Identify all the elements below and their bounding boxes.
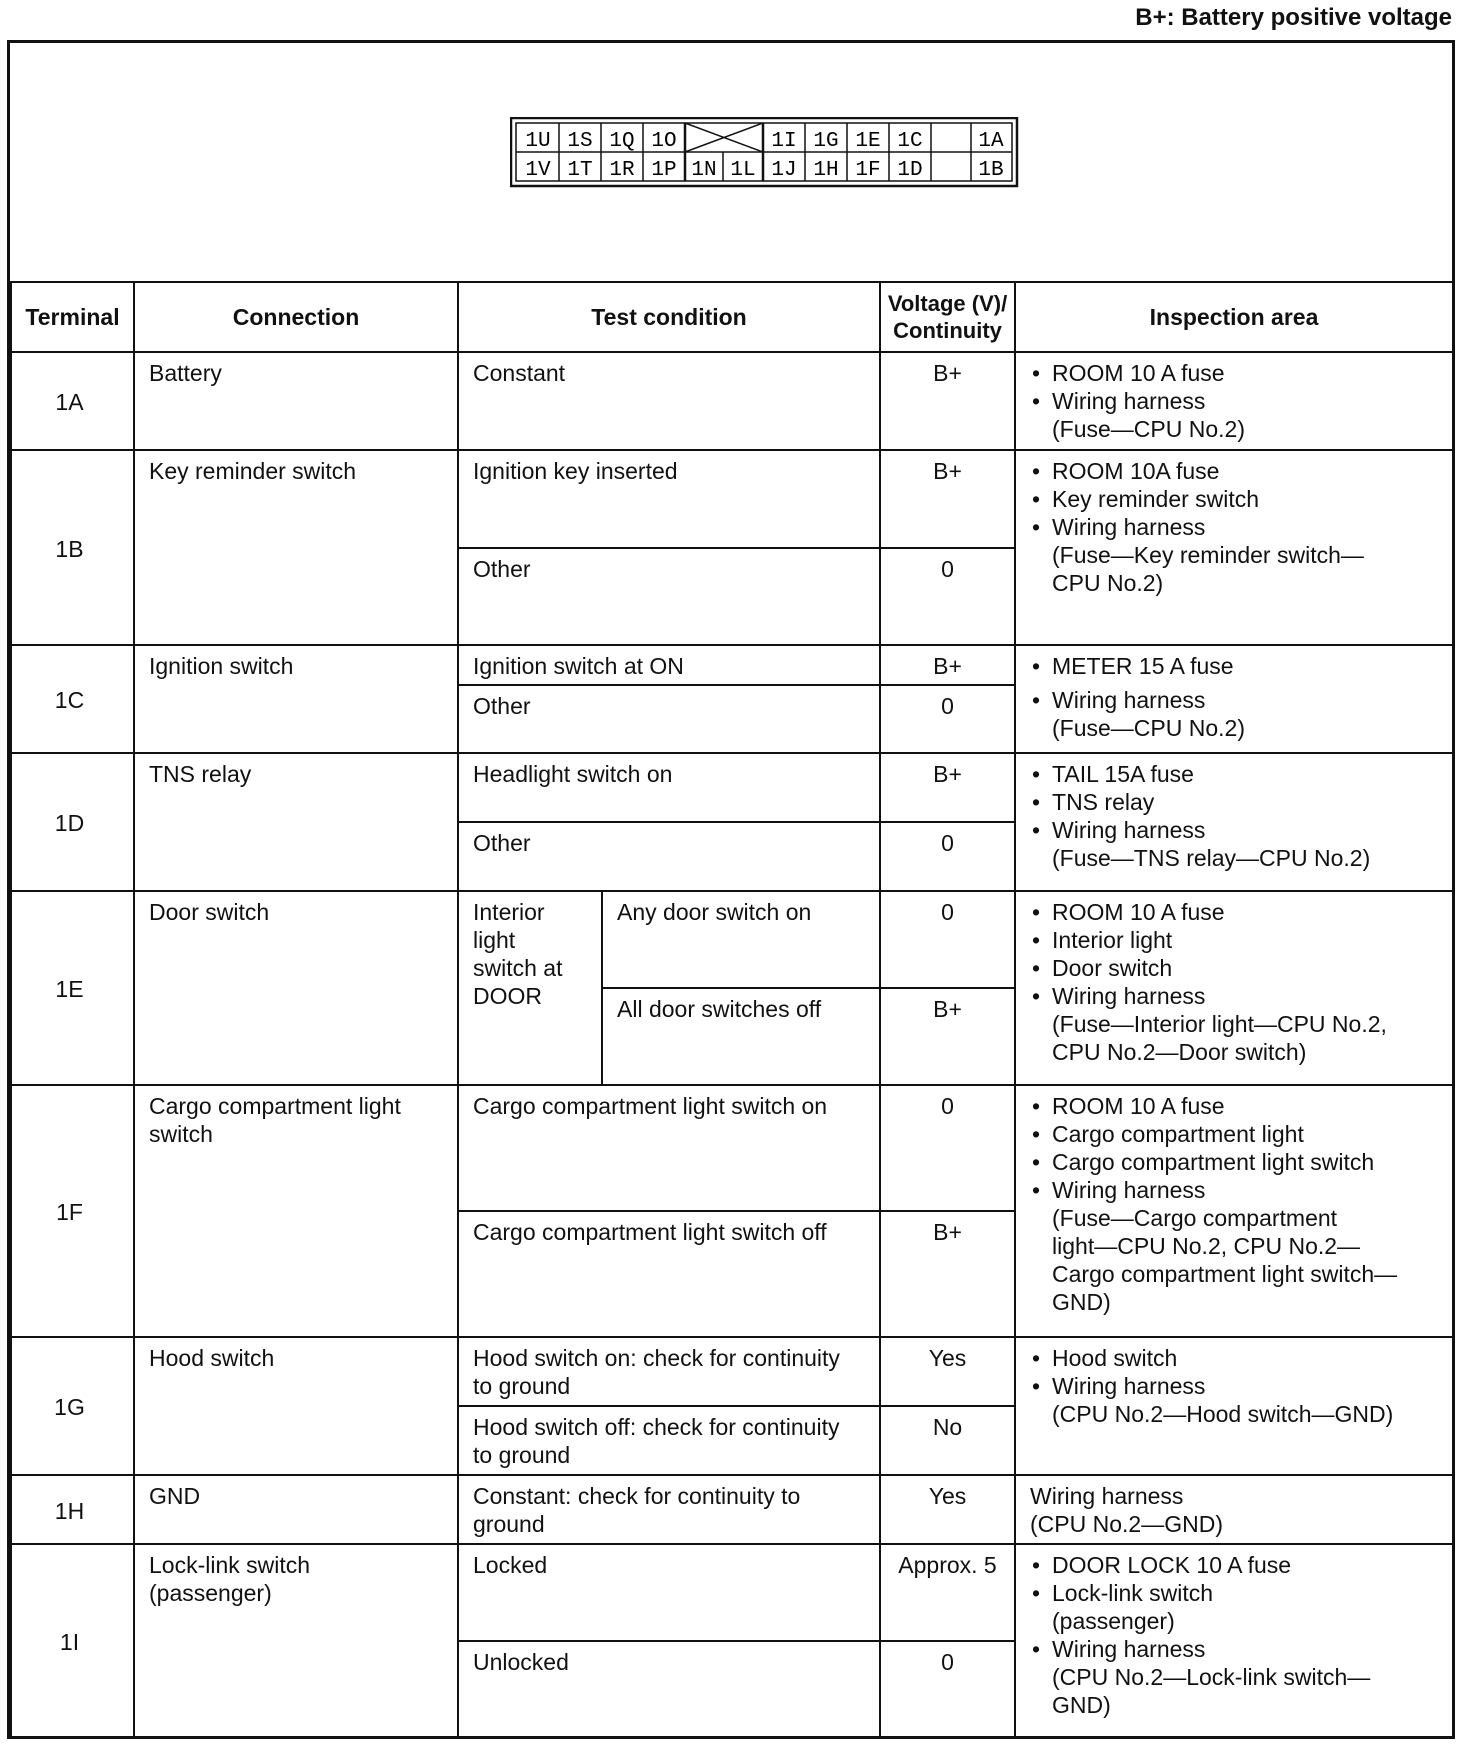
inspection-item: • Key reminder switch bbox=[1030, 485, 1442, 513]
pin-1P: 1P bbox=[651, 159, 677, 182]
voltage-cell: 0 bbox=[880, 891, 1015, 988]
connection-cell: Ignition switch bbox=[134, 645, 458, 753]
condition-cell: Headlight switch on bbox=[458, 753, 880, 822]
pin-1E: 1E bbox=[855, 130, 881, 153]
condition-cell: All door switches off bbox=[602, 988, 880, 1085]
terminal-cell: 1G bbox=[11, 1337, 134, 1475]
condition-group-line: DOOR bbox=[473, 983, 542, 1009]
connection-cell: Battery bbox=[134, 352, 458, 450]
condition-cell: Ignition key inserted bbox=[458, 450, 880, 548]
condition-cell: Constant bbox=[458, 352, 880, 450]
inspection-cell bbox=[1015, 753, 1453, 891]
table-row bbox=[11, 1337, 1453, 1406]
connection-cell bbox=[134, 1544, 458, 1738]
terminal-inspection-table bbox=[10, 281, 1454, 1739]
connection-line: Cargo compartment light bbox=[149, 1093, 401, 1119]
voltage-cell: Yes bbox=[880, 1475, 1015, 1544]
header-voltage-continuity bbox=[880, 282, 1015, 352]
terminal-cell: 1A bbox=[11, 352, 134, 450]
inspection-item: • Wiring harness bbox=[1030, 982, 1442, 1010]
inspection-subtext: (Fuse—Interior light—CPU No.2, bbox=[1052, 1011, 1387, 1037]
voltage-cell: Approx. 5 bbox=[880, 1544, 1015, 1641]
condition-line: ground bbox=[473, 1511, 545, 1537]
connection-line: Lock-link switch bbox=[149, 1552, 311, 1578]
inspection-cell bbox=[1015, 891, 1453, 1085]
connection-cell: Key reminder switch bbox=[134, 450, 458, 645]
inspection-subtext: GND) bbox=[1052, 1692, 1111, 1718]
inspection-item: • Wiring harness bbox=[1030, 816, 1442, 844]
condition-line: Hood switch on: check for continuity bbox=[473, 1345, 840, 1371]
inspection-item: • DOOR LOCK 10 A fuse bbox=[1030, 1551, 1442, 1579]
condition-cell: Unlocked bbox=[458, 1641, 880, 1738]
inspection-item: • TAIL 15A fuse bbox=[1030, 760, 1442, 788]
inspection-subtext: CPU No.2—Door switch) bbox=[1052, 1039, 1307, 1065]
table-row bbox=[11, 645, 1453, 685]
voltage-cell: 0 bbox=[880, 548, 1015, 645]
header-voltage-line1: Voltage (V)/ bbox=[887, 291, 1008, 316]
condition-cell: Cargo compartment light switch on bbox=[458, 1085, 880, 1211]
table-header-row bbox=[11, 282, 1453, 352]
condition-cell: Other bbox=[458, 548, 880, 645]
inspection-item: • Cargo compartment light switch bbox=[1030, 1148, 1442, 1176]
header-test-condition: Test condition bbox=[458, 282, 880, 352]
table-row bbox=[11, 1544, 1453, 1641]
condition-cell bbox=[458, 1406, 880, 1475]
connection-cell: TNS relay bbox=[134, 753, 458, 891]
connection-line: switch bbox=[149, 1121, 213, 1147]
voltage-cell: 0 bbox=[880, 1085, 1015, 1211]
pin-1S: 1S bbox=[567, 130, 593, 153]
condition-line: to ground bbox=[473, 1442, 571, 1468]
table-row bbox=[11, 1475, 1453, 1544]
header-inspection-area: Inspection area bbox=[1015, 282, 1453, 352]
condition-group-line: switch at bbox=[473, 955, 563, 981]
inspection-cell bbox=[1015, 1085, 1453, 1337]
condition-line: to ground bbox=[473, 1373, 571, 1399]
voltage-cell: B+ bbox=[880, 352, 1015, 450]
voltage-cell: B+ bbox=[880, 645, 1015, 685]
table-row bbox=[11, 450, 1453, 548]
inspection-item: • Wiring harness bbox=[1030, 686, 1442, 714]
inspection-item: • Cargo compartment light bbox=[1030, 1120, 1442, 1148]
inspection-subtext: (Fuse—CPU No.2) bbox=[1052, 416, 1245, 442]
connection-line: (passenger) bbox=[149, 1580, 272, 1606]
inspection-item: • METER 15 A fuse bbox=[1030, 652, 1442, 680]
inspection-subtext: (Fuse—Key reminder switch— bbox=[1052, 542, 1364, 568]
inspection-item: • TNS relay bbox=[1030, 788, 1442, 816]
terminal-cell: 1F bbox=[11, 1085, 134, 1337]
voltage-cell: 0 bbox=[880, 822, 1015, 891]
terminal-cell: 1C bbox=[11, 645, 134, 753]
inspection-item: • ROOM 10A fuse bbox=[1030, 457, 1442, 485]
inspection-item: • ROOM 10 A fuse bbox=[1030, 1092, 1442, 1120]
terminal-cell: 1I bbox=[11, 1544, 134, 1738]
inspection-plain: Wiring harness bbox=[1030, 1483, 1184, 1509]
inspection-item: • Door switch bbox=[1030, 954, 1442, 982]
voltage-cell: No bbox=[880, 1406, 1015, 1475]
pin-1I: 1I bbox=[771, 130, 797, 153]
connector-diagram bbox=[510, 117, 1020, 189]
condition-cell: Ignition switch at ON bbox=[458, 645, 880, 685]
pin-1B: 1B bbox=[978, 159, 1004, 182]
legend-note: B+: Battery positive voltage bbox=[1135, 4, 1452, 31]
terminal-cell: 1B bbox=[11, 450, 134, 645]
connection-cell: GND bbox=[134, 1475, 458, 1544]
pin-1L: 1L bbox=[730, 159, 756, 182]
table-row bbox=[11, 753, 1453, 822]
pin-1H: 1H bbox=[813, 159, 839, 182]
terminal-cell: 1D bbox=[11, 753, 134, 891]
condition-group-line: light bbox=[473, 927, 516, 953]
inspection-item: • Wiring harness bbox=[1030, 1176, 1442, 1204]
connection-cell bbox=[134, 1085, 458, 1337]
condition-group-cell bbox=[458, 891, 602, 1085]
pin-1C: 1C bbox=[897, 130, 923, 153]
table-row bbox=[11, 1085, 1453, 1211]
voltage-cell: 0 bbox=[880, 685, 1015, 753]
condition-cell: Other bbox=[458, 822, 880, 891]
condition-cell: Other bbox=[458, 685, 880, 753]
terminal-cell: 1H bbox=[11, 1475, 134, 1544]
inspection-subtext: (Fuse—TNS relay—CPU No.2) bbox=[1052, 845, 1371, 871]
inspection-item: • Interior light bbox=[1030, 926, 1442, 954]
table-row bbox=[11, 352, 1453, 450]
pin-1U: 1U bbox=[525, 130, 551, 153]
header-voltage-line2: Continuity bbox=[893, 318, 1002, 343]
pin-1A: 1A bbox=[978, 130, 1004, 153]
voltage-cell: 0 bbox=[880, 1641, 1015, 1738]
inspection-item: • ROOM 10 A fuse bbox=[1030, 359, 1442, 387]
voltage-cell: B+ bbox=[880, 988, 1015, 1085]
inspection-item: • Lock-link switch bbox=[1030, 1579, 1442, 1607]
voltage-cell: Yes bbox=[880, 1337, 1015, 1406]
voltage-cell: B+ bbox=[880, 450, 1015, 548]
inspection-subtext: (Fuse—Cargo compartment bbox=[1052, 1205, 1338, 1231]
inspection-subtext: light—CPU No.2, CPU No.2— bbox=[1052, 1233, 1361, 1259]
inspection-subtext: (passenger) bbox=[1052, 1608, 1175, 1634]
inspection-plain: (CPU No.2—GND) bbox=[1030, 1511, 1223, 1537]
inspection-cell bbox=[1015, 352, 1453, 450]
header-connection: Connection bbox=[134, 282, 458, 352]
terminal-cell: 1E bbox=[11, 891, 134, 1085]
pin-1O: 1O bbox=[651, 130, 677, 153]
inspection-item: • Wiring harness bbox=[1030, 1635, 1442, 1663]
terminal-table-frame bbox=[7, 40, 1455, 1739]
condition-cell: Locked bbox=[458, 1544, 880, 1641]
condition-cell bbox=[458, 1475, 880, 1544]
inspection-subtext: (CPU No.2—Lock-link switch— bbox=[1052, 1664, 1371, 1690]
condition-line: Constant: check for continuity to bbox=[473, 1483, 801, 1509]
header-terminal: Terminal bbox=[11, 282, 134, 352]
condition-cell: Cargo compartment light switch off bbox=[458, 1211, 880, 1337]
inspection-subtext: Cargo compartment light switch— bbox=[1052, 1261, 1398, 1287]
pin-1J: 1J bbox=[771, 159, 797, 182]
condition-cell bbox=[458, 1337, 880, 1406]
inspection-subtext: GND) bbox=[1052, 1289, 1111, 1315]
inspection-cell bbox=[1015, 1337, 1453, 1475]
inspection-cell bbox=[1015, 450, 1453, 645]
inspection-subtext: (Fuse—CPU No.2) bbox=[1052, 715, 1245, 741]
pin-1N: 1N bbox=[691, 159, 717, 182]
inspection-item: • Wiring harness bbox=[1030, 1372, 1442, 1400]
pin-1F: 1F bbox=[855, 159, 881, 182]
pin-1R: 1R bbox=[609, 159, 635, 182]
pin-1T: 1T bbox=[567, 159, 593, 182]
pin-1G: 1G bbox=[813, 130, 839, 153]
pin-1V: 1V bbox=[525, 159, 551, 182]
voltage-cell: B+ bbox=[880, 753, 1015, 822]
table-row bbox=[11, 891, 1453, 988]
inspection-item: • ROOM 10 A fuse bbox=[1030, 898, 1442, 926]
inspection-item: • Hood switch bbox=[1030, 1344, 1442, 1372]
inspection-cell bbox=[1015, 1544, 1453, 1738]
connection-cell: Door switch bbox=[134, 891, 458, 1085]
voltage-cell: B+ bbox=[880, 1211, 1015, 1337]
inspection-subtext: (CPU No.2—Hood switch—GND) bbox=[1052, 1401, 1394, 1427]
inspection-item: • Wiring harness bbox=[1030, 513, 1442, 541]
connector-diagram-area bbox=[10, 43, 1452, 281]
inspection-cell bbox=[1015, 1475, 1453, 1544]
inspection-item: • Wiring harness bbox=[1030, 387, 1442, 415]
inspection-subtext: CPU No.2) bbox=[1052, 570, 1164, 596]
pin-1D: 1D bbox=[897, 159, 923, 182]
condition-cell: Any door switch on bbox=[602, 891, 880, 988]
condition-line: Hood switch off: check for continuity bbox=[473, 1414, 840, 1440]
inspection-cell bbox=[1015, 645, 1453, 753]
connection-cell: Hood switch bbox=[134, 1337, 458, 1475]
pin-1Q: 1Q bbox=[609, 130, 635, 153]
condition-group-line: Interior bbox=[473, 899, 545, 925]
